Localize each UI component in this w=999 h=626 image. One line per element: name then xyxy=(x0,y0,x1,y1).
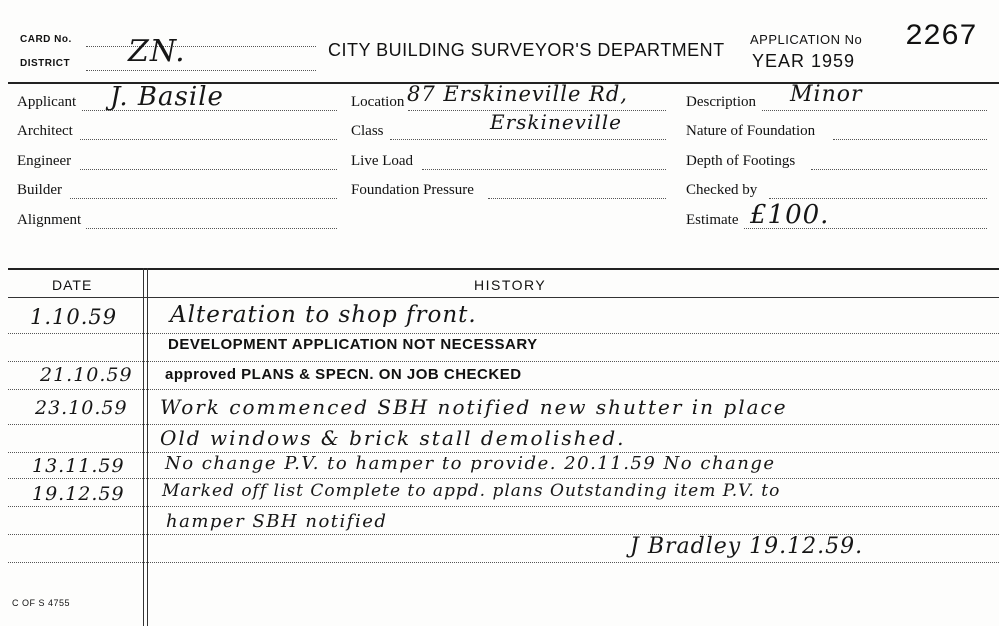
engineer-line xyxy=(80,169,337,170)
class-line xyxy=(390,139,666,140)
date-column-divider xyxy=(143,268,144,626)
architect-label: Architect xyxy=(17,123,73,139)
card-no-label: CARD No. xyxy=(20,34,72,45)
form-code: C OF S 4755 xyxy=(12,598,71,608)
district-label: DISTRICT xyxy=(20,58,71,69)
description-value: Minor xyxy=(790,82,863,107)
history-header: HISTORY xyxy=(474,277,547,293)
district-value: ZN. xyxy=(128,34,186,69)
history-date: 23.10.59 xyxy=(35,397,128,419)
location-value-1: 87 Erskineville Rd, xyxy=(407,82,628,106)
alignment-label: Alignment xyxy=(17,212,82,228)
live-load-label: Live Load xyxy=(351,153,414,169)
row-line xyxy=(8,361,999,362)
description-label: Description xyxy=(686,94,756,110)
history-entry: Marked off list Complete to appd. plans Outstanding item P.V. to xyxy=(162,481,781,501)
builder-label: Builder xyxy=(17,182,62,198)
date-header: DATE xyxy=(52,277,93,293)
history-date: 21.10.59 xyxy=(40,364,133,386)
history-entry: Alteration to shop front. xyxy=(170,302,477,328)
description-line xyxy=(762,110,987,111)
application-number: 2267 xyxy=(905,20,978,54)
foundation-pressure-line xyxy=(488,198,666,199)
location-value-2: Erskineville xyxy=(490,110,622,134)
signature: J Bradley 19.12.59. xyxy=(630,534,864,559)
row-line xyxy=(8,562,999,563)
engineer-label: Engineer xyxy=(17,153,72,169)
architect-line xyxy=(80,139,337,140)
district-line xyxy=(86,70,316,71)
estimate-label: Estimate xyxy=(686,212,739,228)
depth-of-footings-label: Depth of Footings xyxy=(686,153,796,169)
application-label: APPLICATION No xyxy=(750,32,863,47)
history-date: 13.11.59 xyxy=(32,455,125,477)
history-date: 1.10.59 xyxy=(30,305,118,329)
year-label: YEAR 1959 xyxy=(752,51,856,71)
alignment-line xyxy=(86,228,337,229)
class-label: Class xyxy=(351,123,384,139)
history-stamp: DEVELOPMENT APPLICATION NOT NECESSARY xyxy=(168,336,538,353)
location-label: Location xyxy=(351,94,405,110)
date-column-divider-inner xyxy=(147,268,148,626)
history-entry: No change P.V. to hamper to provide. 20.11.59 No change xyxy=(165,453,776,474)
row-line xyxy=(8,333,999,334)
history-top-rule xyxy=(8,268,999,270)
row-line xyxy=(8,506,999,507)
live-load-line xyxy=(422,169,666,170)
nature-of-foundation-line xyxy=(833,139,987,140)
department-title: CITY BUILDING SURVEYOR'S DEPARTMENT xyxy=(328,40,725,60)
foundation-pressure-label: Foundation Pressure xyxy=(351,182,474,198)
card-no-line xyxy=(86,46,316,47)
applicant-value: J. Basile xyxy=(110,82,224,112)
row-line xyxy=(8,389,999,390)
checked-by-line xyxy=(769,198,987,199)
depth-of-footings-line xyxy=(811,169,987,170)
history-entry xyxy=(165,364,522,384)
history-entry: Work commenced SBH notified new shutter in place xyxy=(160,395,788,419)
row-line xyxy=(8,424,999,425)
history-header-rule xyxy=(8,297,999,298)
estimate-value: £100. xyxy=(750,200,830,230)
history-entry: hamper SBH notified xyxy=(166,511,388,532)
history-entry-text: approved PLANS & SPECN. ON JOB CHECKED xyxy=(165,366,522,383)
applicant-label: Applicant xyxy=(17,94,77,110)
nature-of-foundation-label: Nature of Foundation xyxy=(686,123,816,139)
history-date: 19.12.59 xyxy=(32,483,125,505)
checked-by-label: Checked by xyxy=(686,182,758,198)
history-entry: Old windows & brick stall demolished. xyxy=(160,426,626,450)
builder-line xyxy=(70,198,337,199)
row-line xyxy=(8,478,999,479)
